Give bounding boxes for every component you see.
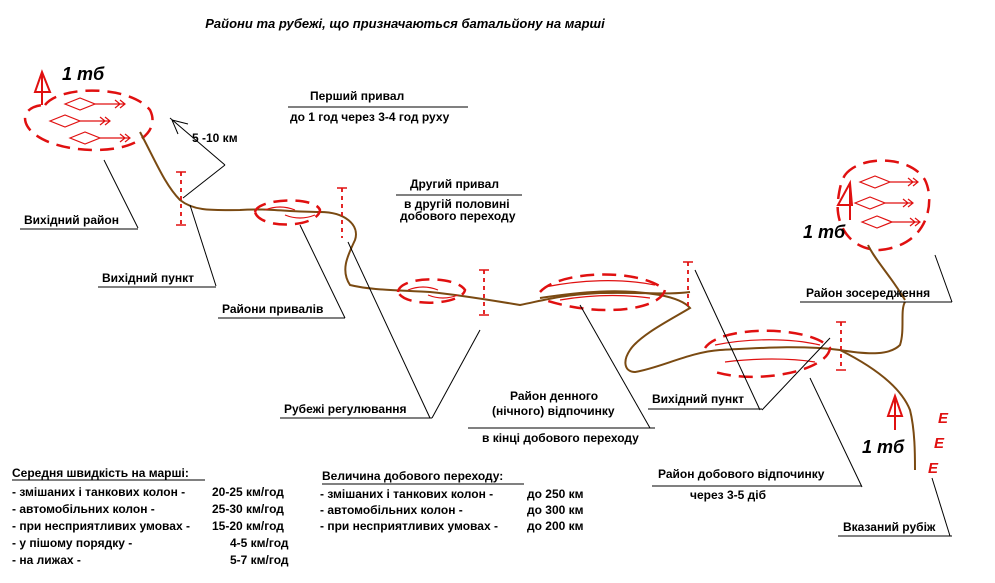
speed-row-label: - при несприятливих умовах -	[12, 519, 190, 533]
daily-rest-area	[705, 331, 830, 377]
specified-line-label: Вказаний рубіж	[843, 520, 936, 534]
control-line-5	[836, 322, 846, 370]
speed-row-label: - у пішому порядку -	[12, 536, 133, 550]
speed-row-label: - змішаних і танкових колон -	[12, 485, 186, 499]
speed-row-label: - автомобільних колон -	[12, 502, 155, 516]
concentration-unit-label: 1 тб	[803, 222, 846, 242]
halt-areas-label: Райони привалів	[222, 302, 324, 316]
daily-rest-label-2: через 3-5 діб	[690, 488, 766, 502]
concentration-area-symbol	[838, 161, 930, 250]
concentration-area-label: Район зосередження	[806, 286, 931, 300]
day-rest-label-1: Район денного	[510, 389, 599, 403]
control-line-4	[683, 262, 693, 308]
speed-table-header: Середня швидкість на марші:	[12, 466, 189, 480]
second-halt-desc-2: добового переходу	[400, 209, 516, 223]
march-row-value: до 300 км	[527, 503, 584, 517]
day-rest-label-3: в кінці добового переходу	[482, 431, 639, 445]
first-halt-title: Перший привал	[310, 89, 405, 103]
second-halt-desc-1: в другій половині	[404, 197, 510, 211]
line-unit-symbol	[888, 396, 902, 430]
speed-row-value: 25-30 км/год	[212, 502, 284, 516]
speed-row-value: 5-7 км/год	[230, 553, 289, 567]
march-row-value: до 200 км	[527, 519, 584, 533]
march-row-label: - змішаних і танкових колон -	[320, 487, 494, 501]
march-row-label: - автомобільних колон -	[320, 503, 463, 517]
start-point-2-label: Вихідний пункт	[652, 392, 745, 406]
start-unit-label: 1 тб	[62, 64, 105, 84]
control-line-3	[479, 270, 489, 315]
svg-text:E: E	[934, 435, 945, 452]
speed-row-value: 4-5 км/год	[230, 536, 289, 550]
speed-row-value: 15-20 км/год	[212, 519, 284, 533]
speed-row-value: 20-25 км/год	[212, 485, 284, 499]
start-area-label: Вихідний район	[24, 213, 119, 227]
march-row-label: - при несприятливих умовах -	[320, 519, 498, 533]
second-halt-title: Другий привал	[410, 177, 499, 191]
speed-row-label: - на лижах -	[12, 553, 81, 567]
control-lines-label: Рубежі регулювання	[284, 402, 407, 416]
march-table-header: Величина добового переходу:	[322, 469, 504, 483]
first-halt-desc: до 1 год через 3-4 год руху	[290, 110, 450, 124]
svg-text:E: E	[938, 410, 949, 427]
distance-dimension	[170, 118, 225, 198]
specified-line-marks	[928, 410, 949, 477]
svg-text:E: E	[928, 460, 939, 477]
line-unit-label: 1 тб	[862, 437, 905, 457]
daily-rest-label-1: Район добового відпочинку	[658, 467, 825, 481]
march-row-value: до 250 км	[527, 487, 584, 501]
control-line-2	[337, 188, 347, 238]
start-point-label: Вихідний пункт	[102, 271, 195, 285]
distance-label: 5 -10 км	[192, 131, 238, 145]
diagram-title: Райони та рубежі, що призначаються батальйону на марші	[205, 16, 605, 31]
day-rest-label-2: (нічного) відпочинку	[492, 404, 615, 418]
